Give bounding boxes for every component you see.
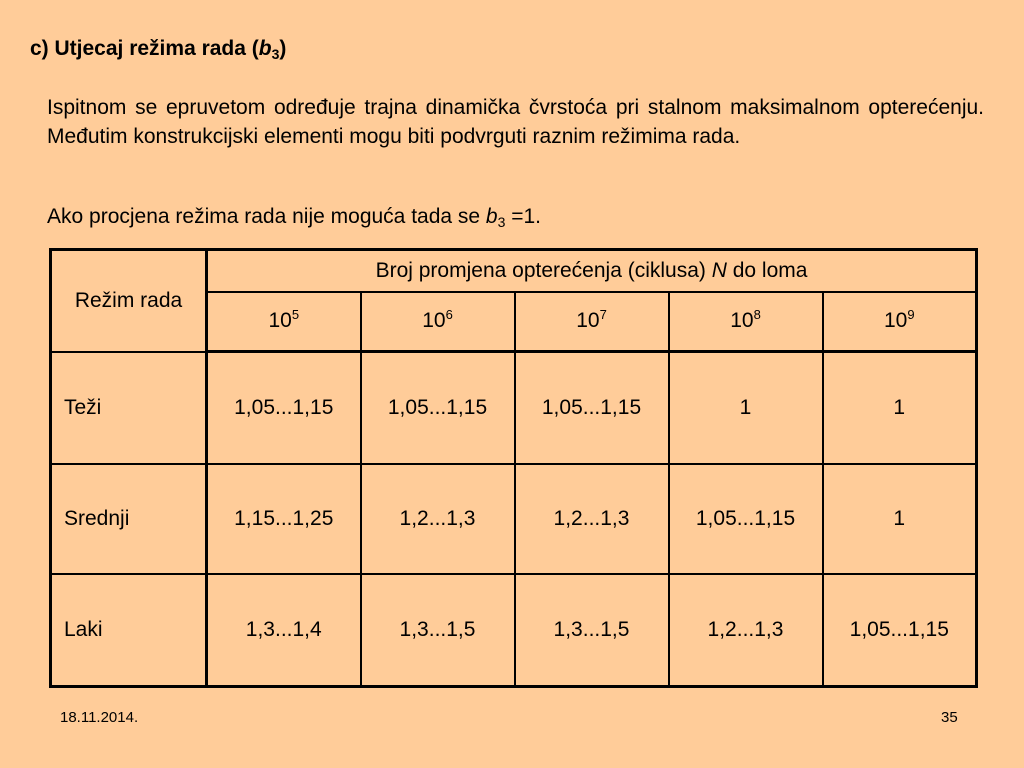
header-cycles-prefix: Broj promjena opterećenja (ciklusa) xyxy=(375,258,712,282)
row-label: Teži xyxy=(51,352,207,464)
header-col-3-base: 10 xyxy=(576,309,600,333)
row-label: Laki xyxy=(51,574,207,686)
header-col-5 xyxy=(823,292,977,352)
table-cell: 1,05...1,15 xyxy=(361,352,515,464)
header-col-5-exp: 9 xyxy=(907,307,915,323)
table-cell: 1,05...1,15 xyxy=(823,574,977,686)
table-cell: 1 xyxy=(669,352,823,464)
paragraph2-prefix: Ako procjena režima rada nije moguća tada se xyxy=(47,205,486,228)
table-row xyxy=(51,574,977,686)
header-col-4 xyxy=(669,292,823,352)
header-cycles-group xyxy=(207,250,977,292)
table-cell: 1,15...1,25 xyxy=(207,464,361,574)
table-cell: 1 xyxy=(823,352,977,464)
table-cell: 1,3...1,5 xyxy=(515,574,669,686)
header-col-2-base: 10 xyxy=(422,309,446,333)
header-cycles-suffix: do loma xyxy=(726,258,808,282)
header-col-4-exp: 8 xyxy=(753,307,761,323)
page-number: 35 xyxy=(941,709,958,726)
table-cell: 1,3...1,4 xyxy=(207,574,361,686)
table-cell: 1,3...1,5 xyxy=(361,574,515,686)
intro-paragraph: Ispitnom se epruvetom određuje trajna dinamička čvrstoća pri stalnom maksimalnom opterećenju. Međutim konstrukcijski elementi mogu biti podvrguti raznim režimima rada. xyxy=(47,96,984,148)
header-cycles-symbol: N xyxy=(711,258,727,282)
table-cell: 1,05...1,15 xyxy=(669,464,823,574)
table-header-row xyxy=(51,250,977,292)
title-subscript: 3 xyxy=(271,46,280,62)
header-col-1-exp: 5 xyxy=(291,307,300,323)
header-col-1 xyxy=(207,292,361,352)
title-suffix: ) xyxy=(279,37,287,60)
default-factor-paragraph xyxy=(47,202,541,231)
table-cell: 1,2...1,3 xyxy=(361,464,515,574)
header-regime: Režim rada xyxy=(51,250,207,352)
header-col-4-base: 10 xyxy=(730,309,754,333)
table-cell: 1 xyxy=(823,464,977,574)
table-cell: 1,05...1,15 xyxy=(207,352,361,464)
header-col-3-exp: 7 xyxy=(599,307,607,323)
header-col-5-base: 10 xyxy=(883,309,908,333)
footer-date: 18.11.2014. xyxy=(60,709,139,726)
row-label: Srednji xyxy=(51,464,207,574)
paragraph2-subscript: 3 xyxy=(497,214,506,230)
title-prefix: c) Utjecaj režima rada ( xyxy=(30,37,259,60)
table-row xyxy=(51,352,977,464)
table-cell: 1,2...1,3 xyxy=(669,574,823,686)
paragraph2-symbol: b xyxy=(485,205,498,228)
table-row xyxy=(51,464,977,574)
header-col-2 xyxy=(361,292,515,352)
header-col-3 xyxy=(515,292,669,352)
table-cell: 1,2...1,3 xyxy=(515,464,669,574)
header-col-2-exp: 6 xyxy=(445,307,453,323)
paragraph2-suffix: =1. xyxy=(505,205,542,228)
slide-title xyxy=(30,37,286,61)
table-cell: 1,05...1,15 xyxy=(515,352,669,464)
title-symbol: b xyxy=(258,37,272,60)
header-col-1-base: 10 xyxy=(268,309,292,333)
operating-regime-table xyxy=(49,248,978,688)
